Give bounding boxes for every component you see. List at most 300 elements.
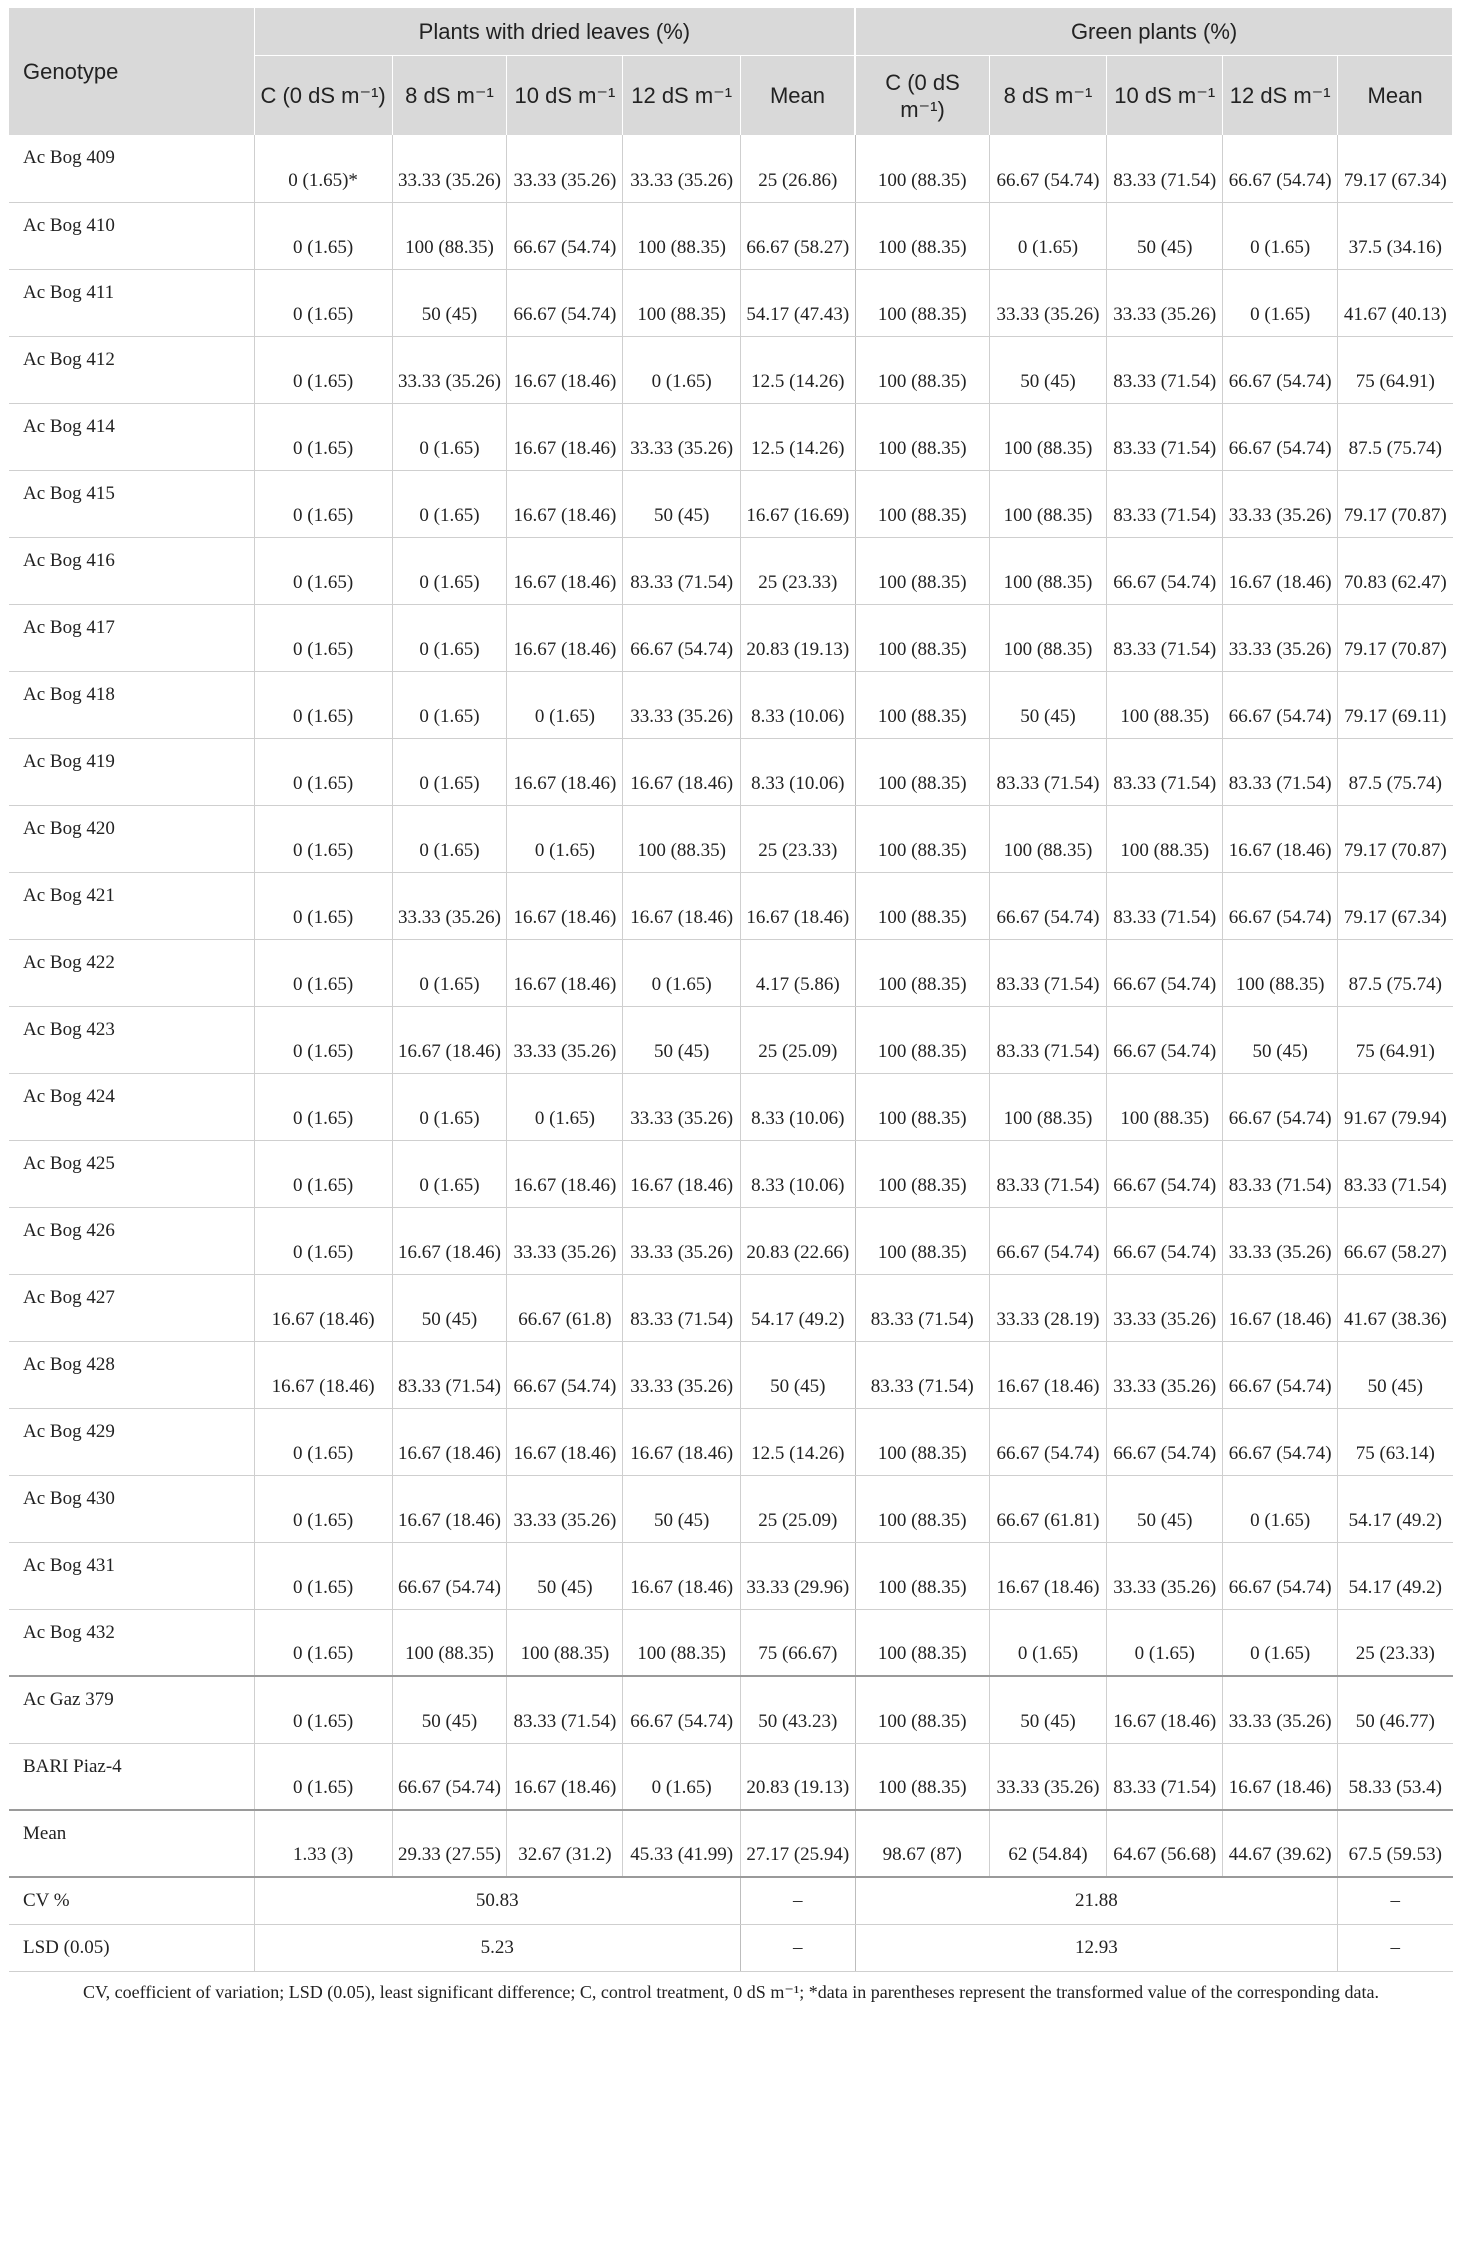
col-header-8ds: 8 dS m⁻¹ bbox=[989, 56, 1106, 136]
green-plants-cell: 100 (88.35) bbox=[855, 336, 989, 403]
dried-leaves-cell: 100 (88.35) bbox=[392, 1609, 507, 1676]
green-plants-cell: 0 (1.65) bbox=[1223, 269, 1338, 336]
dried-leaves-cell: 29.33 (27.55) bbox=[392, 1810, 507, 1877]
green-plants-cell: 67.5 (59.53) bbox=[1338, 1810, 1453, 1877]
dried-leaves-cell: 33.33 (35.26) bbox=[507, 1207, 623, 1274]
dried-leaves-cell: 0 (1.65) bbox=[254, 470, 392, 537]
dried-leaves-cell: 100 (88.35) bbox=[507, 1609, 623, 1676]
table-row bbox=[9, 202, 1453, 269]
green-plants-cell: 44.67 (39.62) bbox=[1223, 1810, 1338, 1877]
genotype-cell: Ac Bog 427 bbox=[9, 1274, 254, 1341]
green-plants-cell: 100 (88.35) bbox=[989, 604, 1106, 671]
green-plants-cell: 41.67 (40.13) bbox=[1338, 269, 1453, 336]
green-plants-cell: 83.33 (71.54) bbox=[989, 738, 1106, 805]
dried-leaves-cell: 0 (1.65) bbox=[254, 1140, 392, 1207]
green-plants-cell: 66.67 (54.74) bbox=[1107, 537, 1223, 604]
dried-leaves-cell: 33.33 (35.26) bbox=[623, 403, 740, 470]
col-header-8ds: 8 dS m⁻¹ bbox=[392, 56, 507, 136]
stat-dried-value: 50.83 bbox=[254, 1877, 740, 1924]
dried-leaves-cell: 16.67 (18.46) bbox=[623, 1408, 740, 1475]
dried-leaves-cell: 0 (1.65) bbox=[392, 1073, 507, 1140]
dried-leaves-cell: 16.67 (18.46) bbox=[254, 1341, 392, 1408]
green-plants-cell: 83.33 (71.54) bbox=[1223, 1140, 1338, 1207]
green-plants-cell: 100 (88.35) bbox=[855, 470, 989, 537]
table-row-lsd bbox=[9, 1924, 1453, 1971]
col-header-12ds: 12 dS m⁻¹ bbox=[1223, 56, 1338, 136]
genotype-cell: Ac Bog 426 bbox=[9, 1207, 254, 1274]
green-plants-cell: 33.33 (35.26) bbox=[1107, 1341, 1223, 1408]
green-plants-cell: 66.67 (54.74) bbox=[989, 1207, 1106, 1274]
green-plants-cell: 100 (88.35) bbox=[989, 805, 1106, 872]
dried-leaves-cell: 16.67 (18.46) bbox=[623, 872, 740, 939]
green-plants-cell: 50 (45) bbox=[1223, 1006, 1338, 1073]
table-row bbox=[9, 470, 1453, 537]
col-header-mean: Mean bbox=[740, 56, 855, 136]
green-plants-cell: 16.67 (18.46) bbox=[1223, 1743, 1338, 1810]
dried-leaves-cell: 83.33 (71.54) bbox=[392, 1341, 507, 1408]
green-plants-cell: 66.67 (54.74) bbox=[989, 872, 1106, 939]
dried-leaves-cell: 50 (45) bbox=[623, 1475, 740, 1542]
dried-leaves-cell: 33.33 (35.26) bbox=[623, 671, 740, 738]
table-row bbox=[9, 269, 1453, 336]
dried-leaves-cell: 0 (1.65) bbox=[392, 537, 507, 604]
green-plants-cell: 33.33 (35.26) bbox=[989, 269, 1106, 336]
dried-leaves-cell: 50 (45) bbox=[392, 1274, 507, 1341]
green-plants-cell: 66.67 (54.74) bbox=[1223, 671, 1338, 738]
dried-leaves-cell: 50 (43.23) bbox=[740, 1676, 855, 1743]
green-plants-cell: 66.67 (54.74) bbox=[1223, 403, 1338, 470]
dried-leaves-cell: 0 (1.65) bbox=[392, 805, 507, 872]
green-plants-cell: 79.17 (70.87) bbox=[1338, 470, 1453, 537]
green-plants-cell: 33.33 (35.26) bbox=[1107, 1542, 1223, 1609]
green-plants-cell: 100 (88.35) bbox=[855, 537, 989, 604]
green-plants-cell: 50 (45) bbox=[989, 671, 1106, 738]
dried-leaves-cell: 0 (1.65) bbox=[623, 1743, 740, 1810]
green-plants-cell: 83.33 (71.54) bbox=[1107, 470, 1223, 537]
green-plants-cell: 83.33 (71.54) bbox=[1107, 1743, 1223, 1810]
dried-leaves-cell: 0 (1.65) bbox=[254, 671, 392, 738]
dried-leaves-cell: 16.67 (18.46) bbox=[507, 738, 623, 805]
green-plants-cell: 25 (23.33) bbox=[1338, 1609, 1453, 1676]
green-plants-cell: 100 (88.35) bbox=[855, 1207, 989, 1274]
genotype-cell: Ac Bog 430 bbox=[9, 1475, 254, 1542]
dried-leaves-cell: 8.33 (10.06) bbox=[740, 1140, 855, 1207]
green-plants-cell: 100 (88.35) bbox=[855, 805, 989, 872]
dried-leaves-cell: 0 (1.65) bbox=[254, 1207, 392, 1274]
dried-leaves-cell: 33.33 (35.26) bbox=[507, 1475, 623, 1542]
dried-leaves-cell: 0 (1.65) bbox=[254, 1475, 392, 1542]
dried-leaves-cell: 16.67 (18.46) bbox=[392, 1006, 507, 1073]
genotype-cell: Ac Bog 414 bbox=[9, 403, 254, 470]
dried-leaves-cell: 32.67 (31.2) bbox=[507, 1810, 623, 1877]
green-plants-cell: 66.67 (54.74) bbox=[1107, 1207, 1223, 1274]
green-plants-cell: 66.67 (54.74) bbox=[1223, 336, 1338, 403]
green-plants-cell: 50 (46.77) bbox=[1338, 1676, 1453, 1743]
green-plants-cell: 54.17 (49.2) bbox=[1338, 1475, 1453, 1542]
green-plants-cell: 100 (88.35) bbox=[989, 537, 1106, 604]
table-row bbox=[9, 1542, 1453, 1609]
dried-leaves-cell: 16.67 (18.46) bbox=[623, 1542, 740, 1609]
green-plants-cell: 83.33 (71.54) bbox=[1107, 336, 1223, 403]
dried-leaves-cell: 50 (45) bbox=[507, 1542, 623, 1609]
dried-leaves-cell: 16.67 (18.46) bbox=[623, 738, 740, 805]
green-plants-cell: 33.33 (35.26) bbox=[1223, 470, 1338, 537]
dried-leaves-cell: 66.67 (58.27) bbox=[740, 202, 855, 269]
dried-leaves-cell: 25 (26.86) bbox=[740, 135, 855, 202]
dried-leaves-cell: 4.17 (5.86) bbox=[740, 939, 855, 1006]
dried-leaves-cell: 0 (1.65) bbox=[254, 1006, 392, 1073]
green-plants-cell: 66.67 (54.74) bbox=[1223, 135, 1338, 202]
green-plants-cell: 100 (88.35) bbox=[989, 403, 1106, 470]
table-container bbox=[9, 8, 1453, 2003]
table-row bbox=[9, 135, 1453, 202]
dried-leaves-cell: 83.33 (71.54) bbox=[623, 537, 740, 604]
green-plants-cell: 66.67 (54.74) bbox=[1223, 1408, 1338, 1475]
dried-leaves-cell: 16.67 (18.46) bbox=[392, 1207, 507, 1274]
dried-leaves-cell: 0 (1.65)* bbox=[254, 135, 392, 202]
dried-leaves-header: Plants with dried leaves (%) bbox=[254, 8, 855, 56]
dried-leaves-cell: 20.83 (19.13) bbox=[740, 604, 855, 671]
dried-leaves-cell: 50 (45) bbox=[740, 1341, 855, 1408]
dried-leaves-cell: 0 (1.65) bbox=[254, 336, 392, 403]
dried-leaves-cell: 16.67 (18.46) bbox=[507, 470, 623, 537]
dried-leaves-cell: 45.33 (41.99) bbox=[623, 1810, 740, 1877]
green-plants-cell: 79.17 (67.34) bbox=[1338, 872, 1453, 939]
dried-leaves-cell: 0 (1.65) bbox=[254, 604, 392, 671]
dried-leaves-cell: 16.67 (18.46) bbox=[507, 336, 623, 403]
genotype-cell: Ac Bog 428 bbox=[9, 1341, 254, 1408]
green-plants-cell: 87.5 (75.74) bbox=[1338, 939, 1453, 1006]
green-plants-cell: 100 (88.35) bbox=[855, 1542, 989, 1609]
green-plants-header: Green plants (%) bbox=[855, 8, 1452, 56]
dried-leaves-cell: 0 (1.65) bbox=[254, 537, 392, 604]
table-row bbox=[9, 1475, 1453, 1542]
col-header-10ds: 10 dS m⁻¹ bbox=[1107, 56, 1223, 136]
green-plants-cell: 100 (88.35) bbox=[855, 1743, 989, 1810]
dried-leaves-cell: 50 (45) bbox=[623, 470, 740, 537]
green-plants-cell: 66.67 (54.74) bbox=[1223, 1542, 1338, 1609]
table-footnote: CV, coefficient of variation; LSD (0.05), least significant difference; C, control treatment, 0 dS m⁻¹; *data in parentheses represent the transformed value of the corresponding data. bbox=[83, 1981, 1379, 2002]
genotype-cell: Ac Bog 421 bbox=[9, 872, 254, 939]
genotype-cell: Mean bbox=[9, 1810, 254, 1877]
dried-leaves-cell: 0 (1.65) bbox=[254, 872, 392, 939]
green-plants-cell: 0 (1.65) bbox=[1223, 1475, 1338, 1542]
green-plants-cell: 33.33 (35.26) bbox=[1223, 1207, 1338, 1274]
green-plants-cell: 83.33 (71.54) bbox=[855, 1341, 989, 1408]
green-plants-cell: 83.33 (71.54) bbox=[855, 1274, 989, 1341]
dried-leaves-cell: 8.33 (10.06) bbox=[740, 738, 855, 805]
stat-dried-value: 5.23 bbox=[254, 1924, 740, 1971]
green-plants-cell: 100 (88.35) bbox=[855, 1475, 989, 1542]
green-plants-cell: 66.67 (54.74) bbox=[1223, 1073, 1338, 1140]
genotype-cell: Ac Gaz 379 bbox=[9, 1676, 254, 1743]
dried-leaves-cell: 33.33 (35.26) bbox=[507, 135, 623, 202]
dried-leaves-cell: 16.67 (18.46) bbox=[507, 872, 623, 939]
dried-leaves-cell: 16.67 (18.46) bbox=[392, 1475, 507, 1542]
salinity-table bbox=[9, 8, 1453, 1972]
genotype-header: Genotype bbox=[9, 8, 254, 135]
green-plants-cell: 87.5 (75.74) bbox=[1338, 403, 1453, 470]
dried-leaves-cell: 0 (1.65) bbox=[392, 470, 507, 537]
green-plants-cell: 100 (88.35) bbox=[855, 403, 989, 470]
green-plants-cell: 66.67 (54.74) bbox=[1107, 939, 1223, 1006]
genotype-cell: Ac Bog 409 bbox=[9, 135, 254, 202]
green-plants-cell: 50 (45) bbox=[989, 336, 1106, 403]
green-plants-cell: 0 (1.65) bbox=[989, 1609, 1106, 1676]
dried-leaves-cell: 33.33 (35.26) bbox=[392, 872, 507, 939]
dried-leaves-cell: 12.5 (14.26) bbox=[740, 336, 855, 403]
green-plants-cell: 100 (88.35) bbox=[855, 1676, 989, 1743]
green-plants-cell: 100 (88.35) bbox=[855, 202, 989, 269]
dried-leaves-cell: 16.67 (18.46) bbox=[623, 1140, 740, 1207]
dried-leaves-cell: 16.67 (18.46) bbox=[507, 1743, 623, 1810]
green-plants-cell: 58.33 (53.4) bbox=[1338, 1743, 1453, 1810]
dried-leaves-cell: 33.33 (35.26) bbox=[623, 1073, 740, 1140]
dried-leaves-cell: 16.67 (18.46) bbox=[507, 403, 623, 470]
green-plants-cell: 16.67 (18.46) bbox=[1223, 1274, 1338, 1341]
green-plants-cell: 50 (45) bbox=[1338, 1341, 1453, 1408]
dried-leaves-cell: 33.33 (35.26) bbox=[392, 135, 507, 202]
table-row bbox=[9, 872, 1453, 939]
green-plants-cell: 83.33 (71.54) bbox=[1107, 135, 1223, 202]
green-plants-cell: 83.33 (71.54) bbox=[989, 1140, 1106, 1207]
dried-leaves-cell: 100 (88.35) bbox=[392, 202, 507, 269]
green-plants-cell: 100 (88.35) bbox=[855, 1140, 989, 1207]
green-plants-cell: 33.33 (35.26) bbox=[1107, 1274, 1223, 1341]
dried-leaves-cell: 54.17 (47.43) bbox=[740, 269, 855, 336]
green-plants-cell: 33.33 (28.19) bbox=[989, 1274, 1106, 1341]
dried-leaves-cell: 27.17 (25.94) bbox=[740, 1810, 855, 1877]
green-plants-cell: 33.33 (35.26) bbox=[1107, 269, 1223, 336]
col-header-12ds: 12 dS m⁻¹ bbox=[623, 56, 740, 136]
green-plants-cell: 37.5 (34.16) bbox=[1338, 202, 1453, 269]
dried-leaves-cell: 100 (88.35) bbox=[623, 269, 740, 336]
dried-leaves-cell: 16.67 (18.46) bbox=[507, 537, 623, 604]
green-plants-cell: 66.67 (54.74) bbox=[1107, 1140, 1223, 1207]
dried-leaves-cell: 66.67 (54.74) bbox=[507, 1341, 623, 1408]
dried-leaves-cell: 8.33 (10.06) bbox=[740, 671, 855, 738]
dried-leaves-cell: 100 (88.35) bbox=[623, 202, 740, 269]
green-plants-cell: 100 (88.35) bbox=[855, 135, 989, 202]
table-row bbox=[9, 939, 1453, 1006]
green-plants-cell: 87.5 (75.74) bbox=[1338, 738, 1453, 805]
dried-leaves-cell: 25 (23.33) bbox=[740, 805, 855, 872]
table-row bbox=[9, 1609, 1453, 1676]
genotype-cell: Ac Bog 415 bbox=[9, 470, 254, 537]
table-row bbox=[9, 738, 1453, 805]
genotype-cell: Ac Bog 423 bbox=[9, 1006, 254, 1073]
dried-leaves-cell: 66.67 (54.74) bbox=[392, 1743, 507, 1810]
green-plants-cell: 16.67 (18.46) bbox=[989, 1542, 1106, 1609]
dried-leaves-cell: 83.33 (71.54) bbox=[623, 1274, 740, 1341]
dried-leaves-cell: 0 (1.65) bbox=[392, 671, 507, 738]
genotype-cell: Ac Bog 432 bbox=[9, 1609, 254, 1676]
dried-leaves-cell: 1.33 (3) bbox=[254, 1810, 392, 1877]
green-plants-cell: 66.67 (61.81) bbox=[989, 1475, 1106, 1542]
stat-label: CV % bbox=[9, 1877, 254, 1924]
green-plants-cell: 83.33 (71.54) bbox=[1107, 604, 1223, 671]
table-row bbox=[9, 403, 1453, 470]
dried-leaves-cell: 0 (1.65) bbox=[392, 403, 507, 470]
dried-leaves-cell: 0 (1.65) bbox=[254, 805, 392, 872]
dried-leaves-cell: 66.67 (54.74) bbox=[623, 604, 740, 671]
dried-leaves-cell: 12.5 (14.26) bbox=[740, 1408, 855, 1475]
dried-leaves-cell: 66.67 (54.74) bbox=[507, 202, 623, 269]
green-plants-cell: 83.33 (71.54) bbox=[1107, 738, 1223, 805]
genotype-cell: Ac Bog 429 bbox=[9, 1408, 254, 1475]
green-plants-cell: 100 (88.35) bbox=[855, 269, 989, 336]
green-plants-cell: 83.33 (71.54) bbox=[1107, 872, 1223, 939]
dried-leaves-cell: 33.33 (35.26) bbox=[623, 1341, 740, 1408]
green-plants-cell: 83.33 (71.54) bbox=[1223, 738, 1338, 805]
green-plants-cell: 50 (45) bbox=[1107, 1475, 1223, 1542]
dried-leaves-cell: 33.33 (35.26) bbox=[623, 135, 740, 202]
stat-green-mean: – bbox=[1338, 1924, 1453, 1971]
stat-green-value: 21.88 bbox=[855, 1877, 1337, 1924]
dried-leaves-cell: 33.33 (29.96) bbox=[740, 1542, 855, 1609]
dried-leaves-cell: 0 (1.65) bbox=[507, 805, 623, 872]
green-plants-cell: 50 (45) bbox=[1107, 202, 1223, 269]
green-plants-cell: 16.67 (18.46) bbox=[1107, 1676, 1223, 1743]
dried-leaves-cell: 66.67 (61.8) bbox=[507, 1274, 623, 1341]
dried-leaves-cell: 0 (1.65) bbox=[254, 1676, 392, 1743]
dried-leaves-cell: 66.67 (54.74) bbox=[623, 1676, 740, 1743]
dried-leaves-cell: 0 (1.65) bbox=[392, 1140, 507, 1207]
green-plants-cell: 79.17 (70.87) bbox=[1338, 604, 1453, 671]
dried-leaves-cell: 0 (1.65) bbox=[254, 1609, 392, 1676]
green-plants-cell: 100 (88.35) bbox=[989, 470, 1106, 537]
dried-leaves-cell: 16.67 (18.46) bbox=[507, 939, 623, 1006]
green-plants-cell: 100 (88.35) bbox=[1107, 671, 1223, 738]
dried-leaves-cell: 12.5 (14.26) bbox=[740, 403, 855, 470]
dried-leaves-cell: 16.67 (18.46) bbox=[507, 1140, 623, 1207]
genotype-cell: BARI Piaz-4 bbox=[9, 1743, 254, 1810]
dried-leaves-cell: 100 (88.35) bbox=[623, 805, 740, 872]
dried-leaves-cell: 75 (66.67) bbox=[740, 1609, 855, 1676]
green-plants-cell: 66.67 (54.74) bbox=[989, 135, 1106, 202]
green-plants-cell: 0 (1.65) bbox=[1107, 1609, 1223, 1676]
green-plants-cell: 79.17 (70.87) bbox=[1338, 805, 1453, 872]
table-row bbox=[9, 1341, 1453, 1408]
genotype-cell: Ac Bog 410 bbox=[9, 202, 254, 269]
genotype-cell: Ac Bog 431 bbox=[9, 1542, 254, 1609]
green-plants-cell: 66.67 (54.74) bbox=[1223, 1341, 1338, 1408]
green-plants-cell: 33.33 (35.26) bbox=[1223, 604, 1338, 671]
dried-leaves-cell: 33.33 (35.26) bbox=[507, 1006, 623, 1073]
dried-leaves-cell: 0 (1.65) bbox=[254, 1073, 392, 1140]
table-row bbox=[9, 1810, 1453, 1877]
dried-leaves-cell: 25 (23.33) bbox=[740, 537, 855, 604]
green-plants-cell: 79.17 (69.11) bbox=[1338, 671, 1453, 738]
green-plants-cell: 54.17 (49.2) bbox=[1338, 1542, 1453, 1609]
genotype-cell: Ac Bog 425 bbox=[9, 1140, 254, 1207]
green-plants-cell: 16.67 (18.46) bbox=[989, 1341, 1106, 1408]
green-plants-cell: 66.67 (54.74) bbox=[1223, 872, 1338, 939]
dried-leaves-cell: 0 (1.65) bbox=[254, 269, 392, 336]
genotype-cell: Ac Bog 419 bbox=[9, 738, 254, 805]
green-plants-cell: 0 (1.65) bbox=[1223, 202, 1338, 269]
dried-leaves-cell: 0 (1.65) bbox=[254, 1743, 392, 1810]
dried-leaves-cell: 0 (1.65) bbox=[507, 671, 623, 738]
green-plants-cell: 33.33 (35.26) bbox=[989, 1743, 1106, 1810]
stat-label: LSD (0.05) bbox=[9, 1924, 254, 1971]
green-plants-cell: 41.67 (38.36) bbox=[1338, 1274, 1453, 1341]
dried-leaves-cell: 50 (45) bbox=[392, 1676, 507, 1743]
dried-leaves-cell: 0 (1.65) bbox=[392, 604, 507, 671]
green-plants-cell: 62 (54.84) bbox=[989, 1810, 1106, 1877]
dried-leaves-cell: 25 (25.09) bbox=[740, 1475, 855, 1542]
table-row bbox=[9, 1207, 1453, 1274]
dried-leaves-cell: 66.67 (54.74) bbox=[392, 1542, 507, 1609]
green-plants-cell: 100 (88.35) bbox=[855, 671, 989, 738]
green-plants-cell: 100 (88.35) bbox=[855, 939, 989, 1006]
dried-leaves-cell: 33.33 (35.26) bbox=[623, 1207, 740, 1274]
dried-leaves-cell: 0 (1.65) bbox=[623, 336, 740, 403]
dried-leaves-cell: 16.67 (18.46) bbox=[507, 604, 623, 671]
table-row bbox=[9, 805, 1453, 872]
table-row bbox=[9, 336, 1453, 403]
dried-leaves-cell: 54.17 (49.2) bbox=[740, 1274, 855, 1341]
green-plants-cell: 100 (88.35) bbox=[1107, 805, 1223, 872]
genotype-cell: Ac Bog 422 bbox=[9, 939, 254, 1006]
dried-leaves-cell: 16.67 (18.46) bbox=[740, 872, 855, 939]
green-plants-cell: 70.83 (62.47) bbox=[1338, 537, 1453, 604]
green-plants-cell: 64.67 (56.68) bbox=[1107, 1810, 1223, 1877]
dried-leaves-cell: 0 (1.65) bbox=[254, 939, 392, 1006]
table-row bbox=[9, 1073, 1453, 1140]
green-plants-cell: 100 (88.35) bbox=[989, 1073, 1106, 1140]
header-group-row bbox=[9, 8, 1453, 56]
green-plants-cell: 66.67 (54.74) bbox=[1107, 1408, 1223, 1475]
green-plants-cell: 50 (45) bbox=[989, 1676, 1106, 1743]
green-plants-cell: 16.67 (18.46) bbox=[1223, 537, 1338, 604]
green-plants-cell: 100 (88.35) bbox=[855, 738, 989, 805]
dried-leaves-cell: 0 (1.65) bbox=[254, 1408, 392, 1475]
dried-leaves-cell: 16.67 (18.46) bbox=[507, 1408, 623, 1475]
green-plants-cell: 75 (63.14) bbox=[1338, 1408, 1453, 1475]
green-plants-cell: 100 (88.35) bbox=[855, 604, 989, 671]
dried-leaves-cell: 25 (25.09) bbox=[740, 1006, 855, 1073]
green-plants-cell: 16.67 (18.46) bbox=[1223, 805, 1338, 872]
genotype-cell: Ac Bog 416 bbox=[9, 537, 254, 604]
green-plants-cell: 100 (88.35) bbox=[855, 872, 989, 939]
dried-leaves-cell: 0 (1.65) bbox=[507, 1073, 623, 1140]
table-body bbox=[9, 135, 1453, 1971]
col-header-10ds: 10 dS m⁻¹ bbox=[507, 56, 623, 136]
stat-dried-mean: – bbox=[740, 1924, 855, 1971]
dried-leaves-cell: 0 (1.65) bbox=[392, 738, 507, 805]
genotype-cell: Ac Bog 418 bbox=[9, 671, 254, 738]
col-header-control: C (0 dS m⁻¹) bbox=[855, 56, 989, 136]
dried-leaves-cell: 0 (1.65) bbox=[254, 738, 392, 805]
col-header-control: C (0 dS m⁻¹) bbox=[254, 56, 392, 136]
dried-leaves-cell: 0 (1.65) bbox=[392, 939, 507, 1006]
dried-leaves-cell: 50 (45) bbox=[623, 1006, 740, 1073]
green-plants-cell: 0 (1.65) bbox=[1223, 1609, 1338, 1676]
table-row bbox=[9, 1006, 1453, 1073]
green-plants-cell: 33.33 (35.26) bbox=[1223, 1676, 1338, 1743]
green-plants-cell: 83.33 (71.54) bbox=[989, 1006, 1106, 1073]
table-row bbox=[9, 1274, 1453, 1341]
green-plants-cell: 100 (88.35) bbox=[1223, 939, 1338, 1006]
green-plants-cell: 75 (64.91) bbox=[1338, 336, 1453, 403]
dried-leaves-cell: 0 (1.65) bbox=[254, 1542, 392, 1609]
green-plants-cell: 0 (1.65) bbox=[989, 202, 1106, 269]
table-row-cv bbox=[9, 1877, 1453, 1924]
green-plants-cell: 83.33 (71.54) bbox=[1338, 1140, 1453, 1207]
dried-leaves-cell: 0 (1.65) bbox=[623, 939, 740, 1006]
stat-green-value: 12.93 bbox=[855, 1924, 1337, 1971]
